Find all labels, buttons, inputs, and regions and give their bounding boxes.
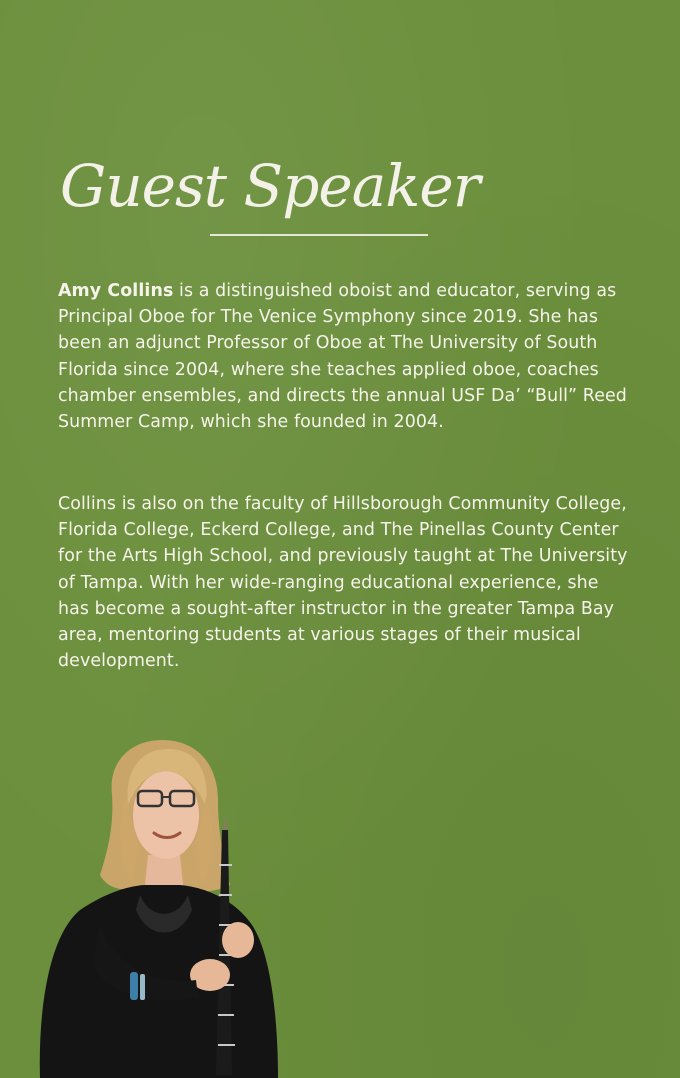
speaker-photo [20,735,290,1078]
heading-underline [210,234,428,236]
bio-paragraph-2: Collins is also on the faculty of Hillsborough Community College, Florida College, Eckerd College, and The Pinellas County Center for the Arts High School, and previously taught at The University of Tampa. With her wide-ranging educational experience, she has become a sought-after instructor in the greater Tampa Bay area, mentoring students at various stages of their musical development. [58,494,628,672]
bio-paragraph-1 [58,278,628,435]
section-heading [60,152,480,262]
bio-paragraph-1-text: is a distinguished oboist and educator, serving as Principal Oboe for The Venice Symphony since 2019. She has been an adjunct Professor of Oboe at The University of South Florida since 2004, where she teaches applied oboe, coaches chamber ensembles, and directs the annual USF Da’ “Bull” Reed Summer Camp, which she founded in 2004. [58,281,627,433]
heading-title: Guest Speaker [60,152,480,220]
speaker-name: Amy Collins [58,281,174,301]
